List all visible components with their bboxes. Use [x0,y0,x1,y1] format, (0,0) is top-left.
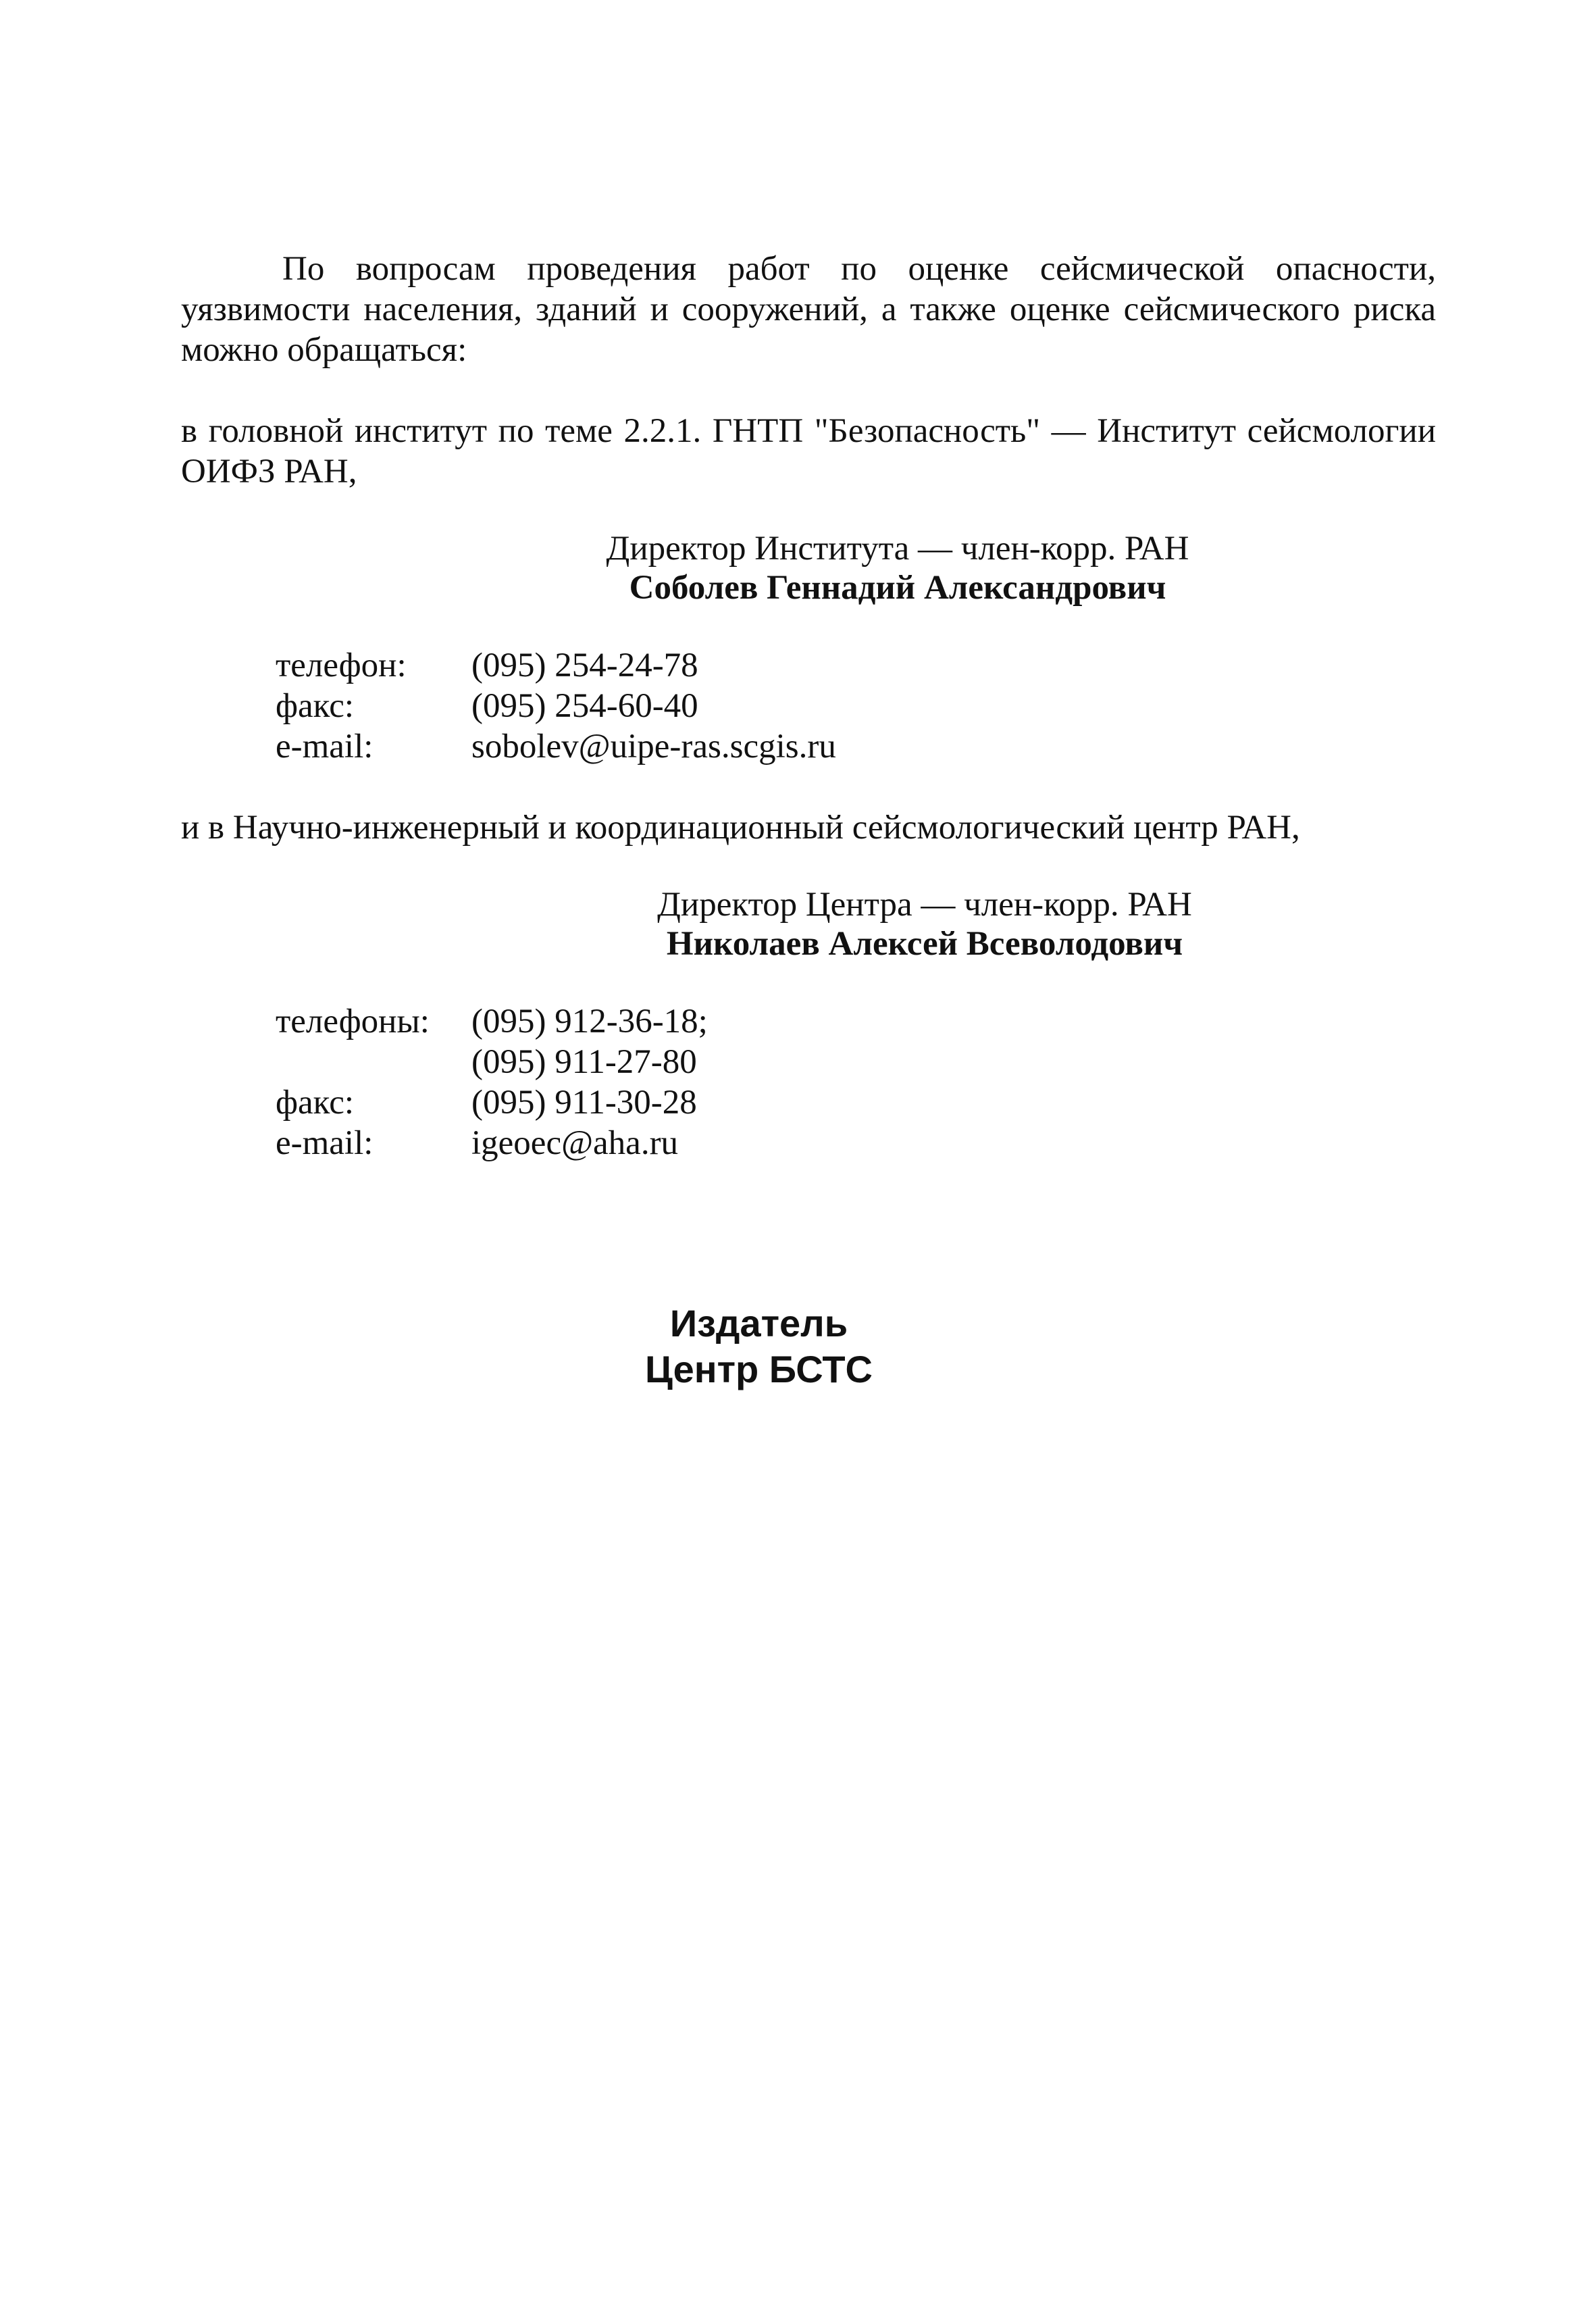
nicc-contacts [276,1001,708,1163]
publisher-block [0,1301,1596,1392]
contact-row-fax [276,686,836,726]
contact-label: телефон: [276,647,407,684]
contact-value: sobolev@uipe-ras.scgis.ru [471,728,836,765]
contact-row-phone [276,645,836,686]
head-institute-director-block [270,529,1525,607]
contact-label: телефоны: [276,1003,430,1040]
head-institute-contacts [276,645,836,767]
nicc-director-block [297,885,1552,963]
contact-row-email [276,726,836,767]
publisher-name: Центр БСТС [645,1348,873,1390]
contact-label: e-mail: [276,728,374,765]
nicc-paragraph: и в Научно-инженерный и координационный сейсмологический центр РАН, [181,809,1300,847]
head-institute-director-title: Директор Института — член-корр. РАН [606,530,1189,568]
contact-label [276,1042,471,1082]
publisher-label: Издатель [669,1302,848,1344]
contact-label: e-mail: [276,1124,374,1162]
contact-row-phones [276,1001,708,1042]
nicc-director-title: Директор Центра — член-корр. РАН [657,886,1192,924]
contact-value: (095) 254-60-40 [471,687,698,725]
contact-value: (095) 912-36-18; [471,1003,708,1040]
nicc-director-name: Николаев Алексей Всеволодович [666,925,1183,963]
contact-value: (095) 911-30-28 [471,1084,697,1122]
contact-label: факс: [276,687,354,725]
contact-row-fax [276,1082,708,1123]
contact-value: (095) 911-27-80 [471,1043,697,1081]
intro-text: По вопросам проведения работ по оценке сейсмической опасности, уязвимости населения, зданий и сооружений, а также оценке сейсмического риска можно обращаться: [181,250,1436,369]
contact-value: igeoec@aha.ru [471,1124,679,1162]
contact-row-phone-2 [276,1042,708,1082]
contact-row-email [276,1123,708,1163]
head-institute-paragraph: в головной институт по теме 2.2.1. ГНТП "Безопасность" — Институт сейсмологии ОИФЗ РАН, [181,412,1436,491]
contact-value: (095) 254-24-78 [471,647,698,684]
head-institute-director-name: Соболев Геннадий Александрович [629,569,1166,607]
intro-paragraph [181,249,1436,370]
contact-label: факс: [276,1084,354,1122]
